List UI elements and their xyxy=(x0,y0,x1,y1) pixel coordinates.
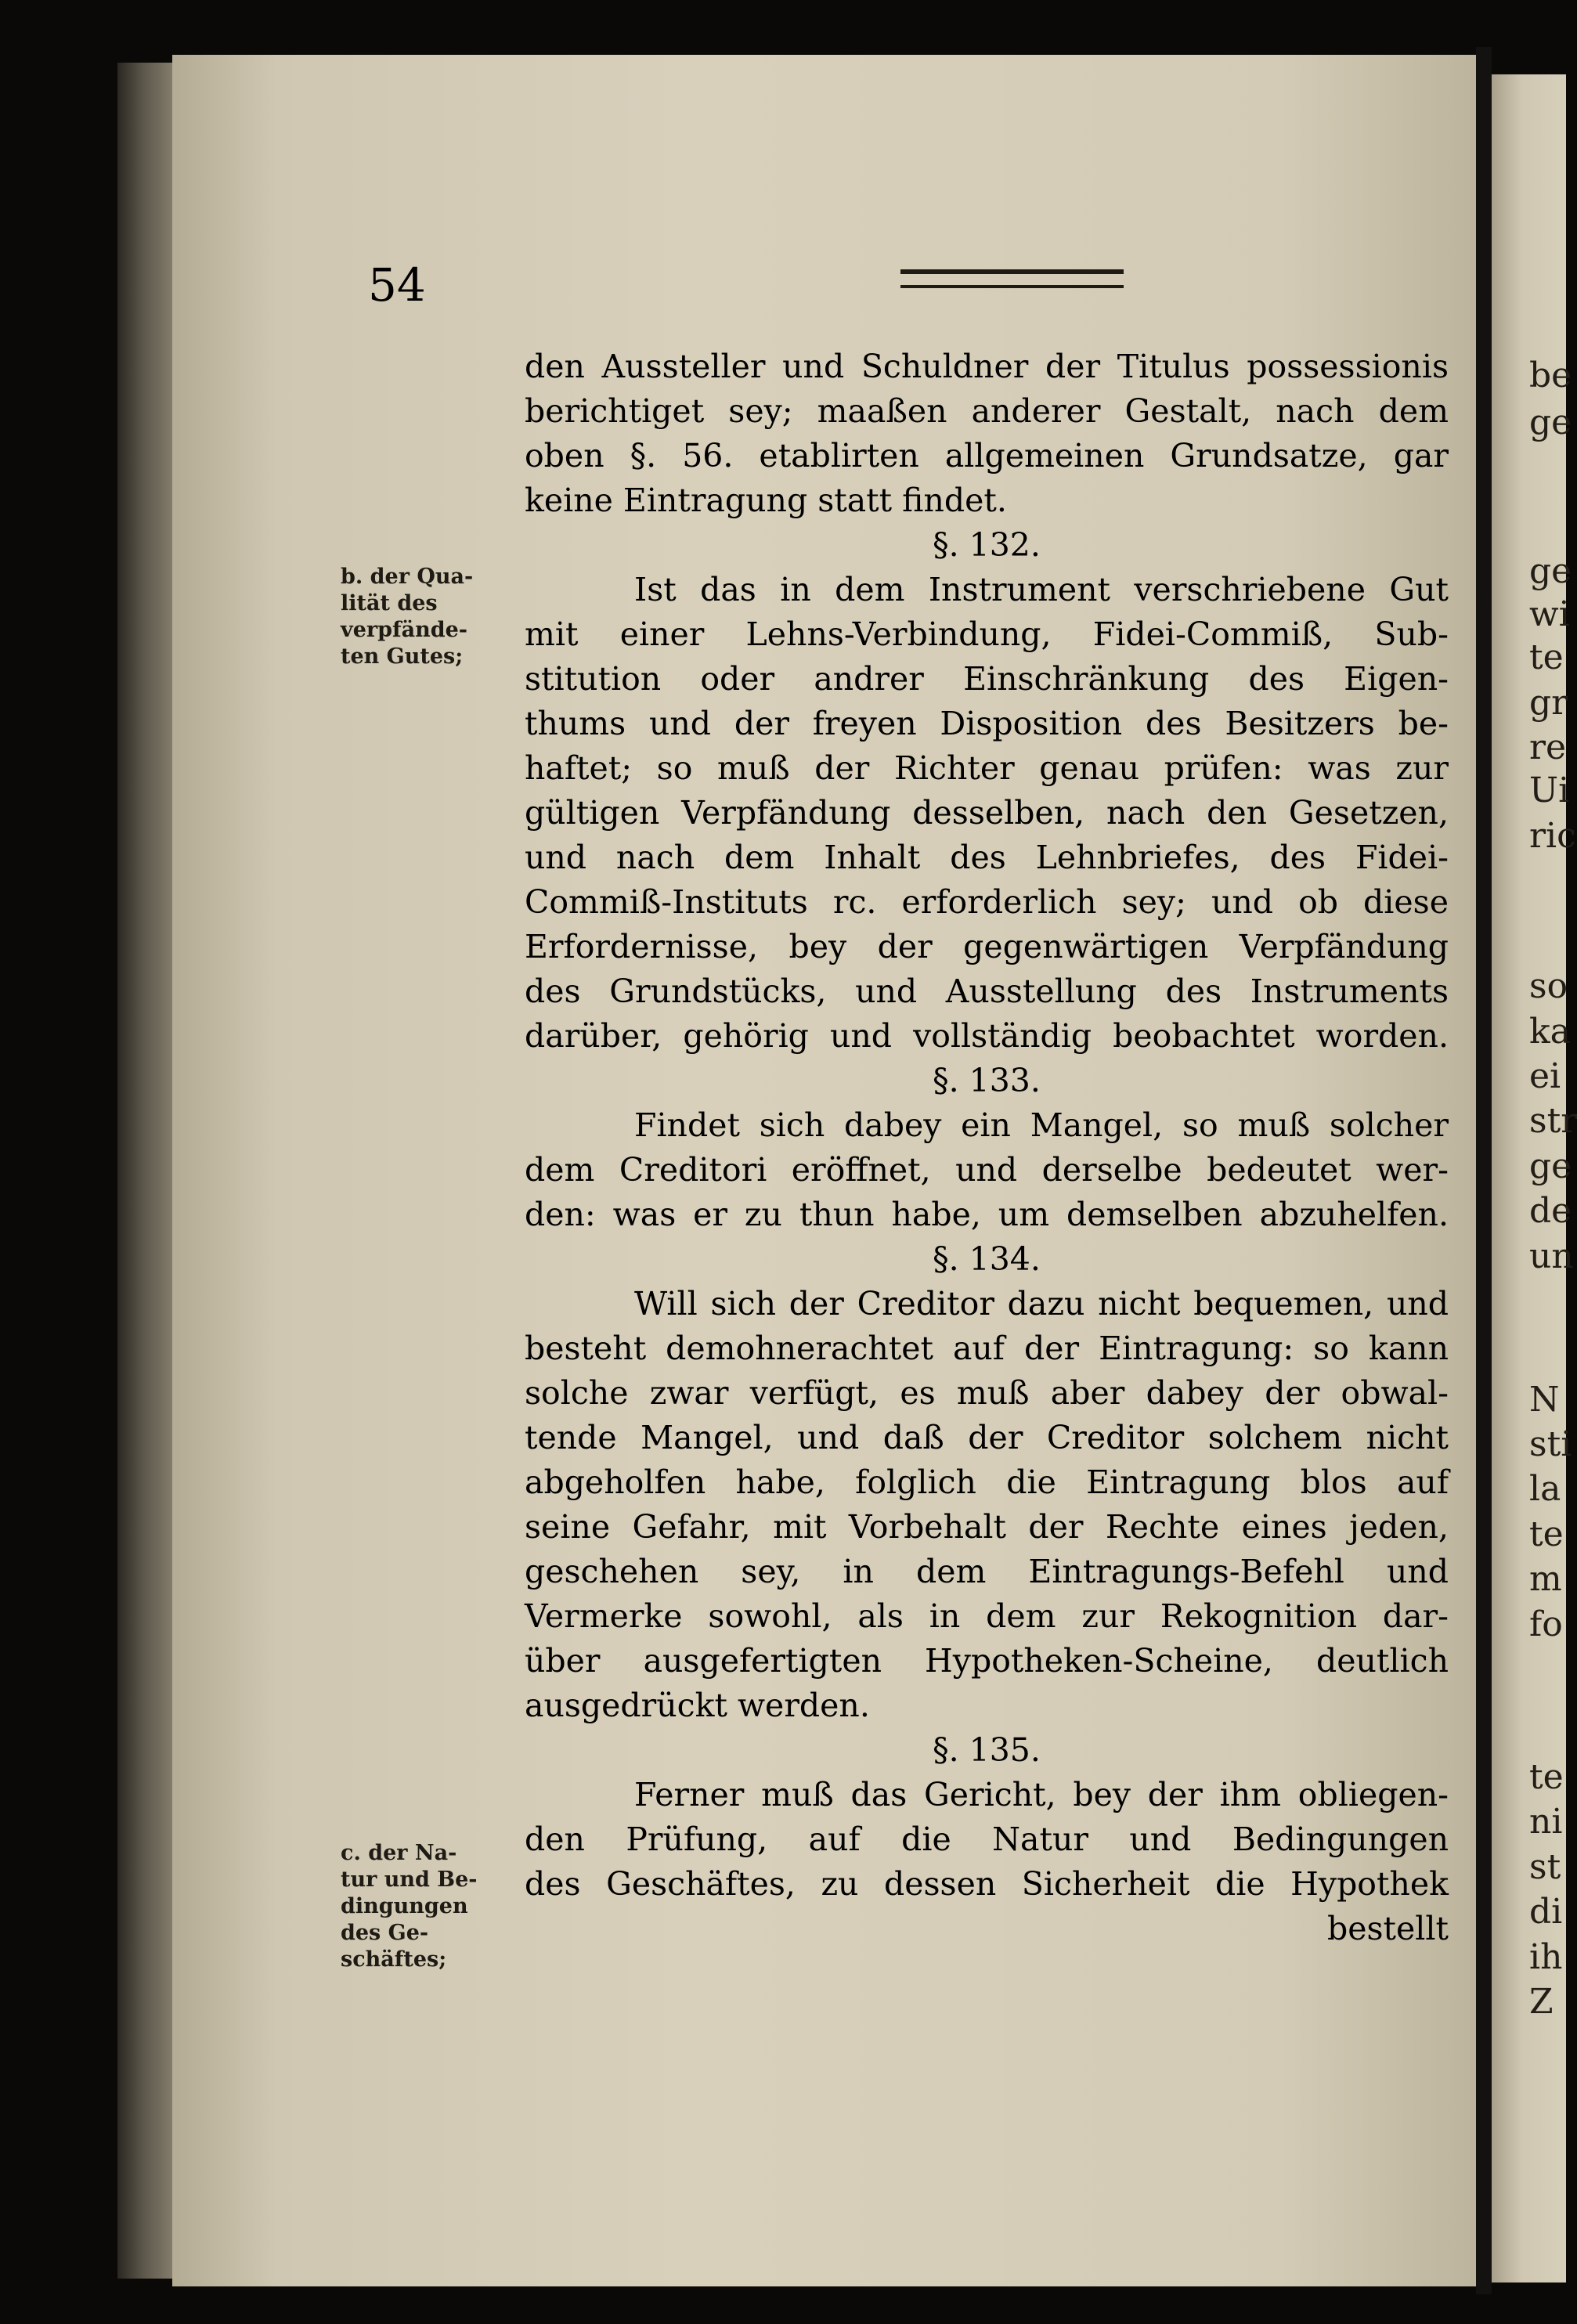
text-line: Vermerke sowohl, als in dem zur Rekognition dar- xyxy=(525,1597,1449,1635)
facing-page-fragment: ric xyxy=(1529,816,1576,856)
text-line: thums und der freyen Disposition des Besitzers be- xyxy=(525,705,1449,742)
header-ornament-rule xyxy=(900,269,1124,288)
page-number: 54 xyxy=(368,258,426,312)
text-line: besteht demohnerachtet auf der Eintragung: so kann xyxy=(525,1330,1449,1367)
text-line: über ausgefertigten Hypotheken-Scheine, deutlich xyxy=(525,1642,1449,1680)
section-heading-133: §. 133. xyxy=(933,1062,1041,1099)
text-line: den: was er zu thun habe, um demselben abzuhelfen. xyxy=(525,1196,1449,1233)
facing-page-fragment: la xyxy=(1529,1469,1561,1509)
page-gutter xyxy=(1476,47,1492,2294)
text-line: Findet sich dabey ein Mangel, so muß solcher xyxy=(634,1106,1449,1144)
margin-note-line: verpfände- xyxy=(341,618,467,642)
facing-page-fragment: de xyxy=(1529,1191,1572,1231)
text-line: dem Creditori eröffnet, und derselbe bedeutet wer- xyxy=(525,1151,1449,1189)
text-line: stitution oder andrer Einschränkung des Eigen- xyxy=(525,660,1449,698)
facing-page-fragment: ge xyxy=(1529,551,1572,591)
margin-note-line: c. der Na- xyxy=(341,1841,457,1865)
margin-note-b xyxy=(341,564,517,670)
text-line: des Grundstücks, und Ausstellung des Instruments xyxy=(525,973,1449,1010)
facing-page-fragment: wi xyxy=(1529,594,1570,634)
text-line: tende Mangel, und daß der Creditor solchem nicht xyxy=(525,1419,1449,1456)
facing-page-fragment: di xyxy=(1529,1892,1563,1932)
text-line: oben §. 56. etablirten allgemeinen Grundsatze, gar xyxy=(525,437,1449,475)
text-line: geschehen sey, in dem Eintragungs-Befehl und xyxy=(525,1553,1449,1590)
facing-page-fragment: Z xyxy=(1529,1982,1554,2022)
book-spine xyxy=(117,63,180,2279)
text-line: Erfordernisse, bey der gegenwärtigen Verpfändung xyxy=(525,928,1449,965)
margin-note-line: schäftes; xyxy=(341,1947,447,1972)
text-line: seine Gefahr, mit Vorbehalt der Rechte eines jeden, xyxy=(525,1508,1449,1546)
body-text xyxy=(525,345,1449,1951)
section-heading-135: §. 135. xyxy=(933,1731,1041,1769)
facing-page-fragment: te xyxy=(1529,1757,1564,1797)
facing-page-fragment: re xyxy=(1529,727,1567,767)
facing-page-fragment: ni xyxy=(1529,1802,1563,1842)
section-heading-132: §. 132. xyxy=(933,526,1041,564)
margin-note-line: lität des xyxy=(341,591,438,615)
facing-page-fragment: N xyxy=(1529,1380,1560,1420)
catchword: bestellt xyxy=(1327,1910,1449,1947)
section-heading-134: §. 134. xyxy=(933,1240,1041,1278)
facing-page-fragment: un xyxy=(1529,1236,1574,1276)
text-line: Ferner muß das Gericht, bey der ihm obliegen- xyxy=(634,1776,1449,1813)
facing-page-fragment: gr xyxy=(1529,683,1568,723)
margin-note-line: des Ge- xyxy=(341,1921,429,1945)
facing-page-fragment: ge xyxy=(1529,1146,1572,1186)
text-line: Will sich der Creditor dazu nicht bequemen, und xyxy=(634,1285,1449,1323)
text-line: keine Eintragung statt findet. xyxy=(525,482,1007,519)
text-line: haftet; so muß der Richter genau prüfen: was zur xyxy=(525,749,1449,787)
text-line: den Aussteller und Schuldner der Titulus possessionis xyxy=(525,348,1449,385)
facing-page-fragment: Ui xyxy=(1529,770,1570,810)
facing-page-fragment: be xyxy=(1529,355,1572,395)
text-line: mit einer Lehns-Verbindung, Fidei-Commiß, Sub- xyxy=(525,615,1449,653)
margin-note-line: b. der Qua- xyxy=(341,565,474,589)
facing-page-fragment: sti xyxy=(1529,1424,1572,1464)
text-line: gültigen Verpfändung desselben, nach den Gesetzen, xyxy=(525,794,1449,832)
margin-note-c xyxy=(341,1840,517,1973)
text-line: des Geschäftes, zu dessen Sicherheit die Hypothek xyxy=(525,1865,1449,1903)
facing-page-fragment: ei xyxy=(1529,1056,1561,1096)
facing-page-fragment: so xyxy=(1529,966,1568,1006)
text-line: abgeholfen habe, folglich die Eintragung blos auf xyxy=(525,1463,1449,1501)
text-line: darüber, gehörig und vollständig beobachtet worden. xyxy=(525,1017,1449,1055)
facing-page-fragment: ih xyxy=(1529,1937,1563,1977)
text-line: den Prüfung, auf die Natur und Bedingungen xyxy=(525,1821,1449,1858)
facing-page-fragment: st xyxy=(1529,1847,1561,1887)
facing-page-fragment: ka xyxy=(1529,1012,1571,1052)
running-head xyxy=(368,258,1464,313)
text-line: Commiß-Instituts rc. erforderlich sey; und ob diese xyxy=(525,883,1449,921)
facing-page-fragment: te xyxy=(1529,1514,1564,1554)
text-line: und nach dem Inhalt des Lehnbriefes, des Fidei- xyxy=(525,839,1449,876)
facing-page-fragment: fo xyxy=(1529,1604,1563,1644)
facing-page-edge xyxy=(1492,74,1577,2282)
text-line: Ist das in dem Instrument verschriebene Gut xyxy=(634,571,1449,608)
facing-page-fragment: te xyxy=(1529,637,1564,677)
text-line: ausgedrückt werden. xyxy=(525,1687,870,1724)
margin-note-line: ten Gutes; xyxy=(341,644,464,669)
text-line: berichtiget sey; maaßen anderer Gestalt, nach dem xyxy=(525,392,1449,430)
margin-note-line: tur und Be- xyxy=(341,1868,478,1892)
facing-page-fragment: str xyxy=(1529,1101,1577,1141)
text-line: solche zwar verfügt, es muß aber dabey der obwal- xyxy=(525,1374,1449,1412)
margin-note-line: dingungen xyxy=(341,1894,468,1918)
facing-page-fragment: ge xyxy=(1529,402,1572,442)
facing-page-fragment: m xyxy=(1529,1559,1562,1599)
